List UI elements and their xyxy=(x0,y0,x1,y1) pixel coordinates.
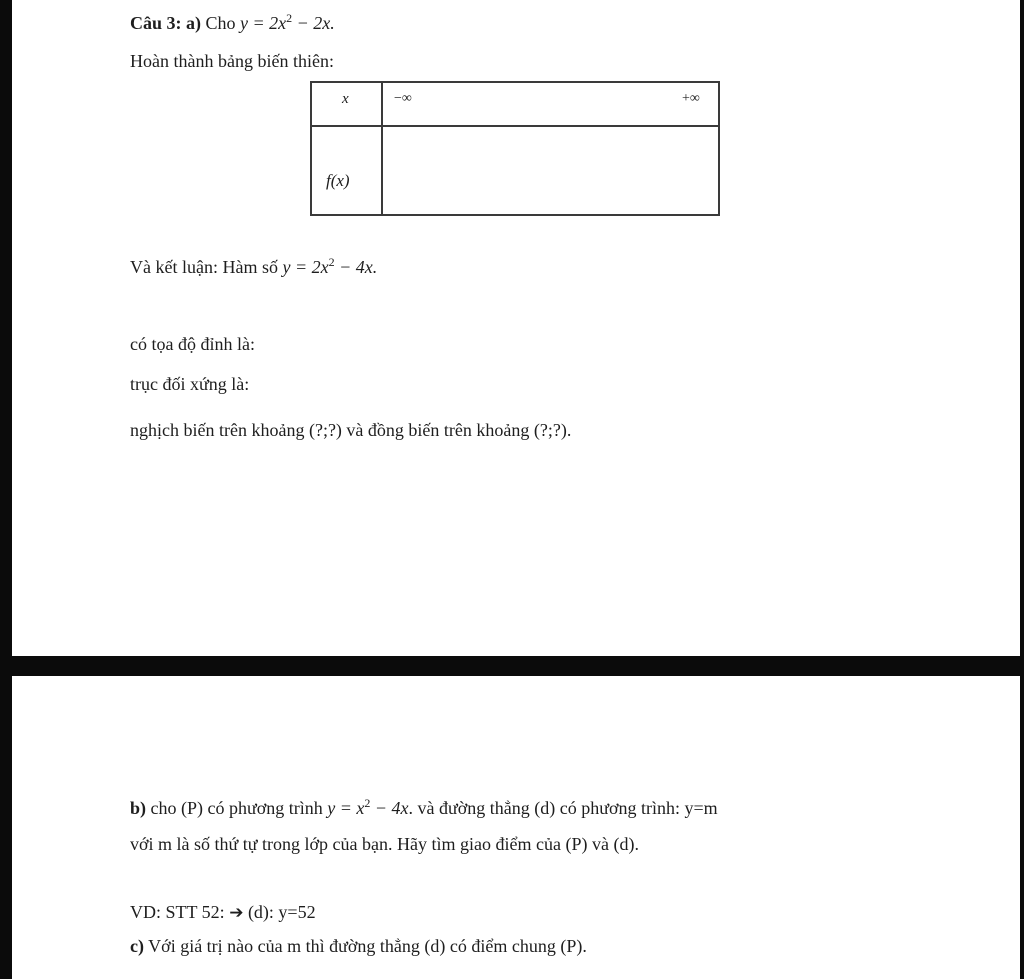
question-b-line2: với m là số thứ tự trong lớp của bạn. Hãy tìm giao điểm của (P) và (d). xyxy=(130,834,639,854)
right-arrow-icon: ➔ xyxy=(229,903,244,923)
question-3a-label: Câu 3: a) xyxy=(130,13,201,33)
question-c-label: c) xyxy=(130,936,144,956)
question-3a-lead: Cho xyxy=(205,13,236,33)
table-f-label: f(x) xyxy=(326,171,350,190)
table-column-divider xyxy=(381,83,383,214)
question-3a-heading xyxy=(130,12,335,34)
function-equation: $y = 2x^2 - 2x$. xyxy=(240,11,335,33)
example-suffix: (d): y=52 xyxy=(247,902,316,922)
worksheet-page-bottom xyxy=(12,676,1020,979)
question-b-line1 xyxy=(130,797,718,819)
example-prefix: VD: STT 52: xyxy=(130,902,225,922)
table-x-label: x xyxy=(342,91,349,107)
table-fx-answer-area[interactable] xyxy=(384,128,718,214)
conclusion-text: Và kết luận: Hàm số xyxy=(130,257,278,277)
question-c-line xyxy=(130,935,587,957)
axis-prompt: trục đối xứng là: xyxy=(130,374,250,394)
variation-table xyxy=(310,81,720,216)
table-instruction: Hoàn thành bảng biến thiên: xyxy=(130,51,334,71)
question-b-text1: cho (P) có phương trình xyxy=(150,798,323,818)
vertex-prompt: có tọa độ đỉnh là: xyxy=(130,334,255,354)
table-row-divider xyxy=(312,125,718,127)
table-pos-infinity: +∞ xyxy=(682,91,700,106)
question-c-text: Với giá trị nào của m thì đường thẳng (d) có điểm chung (P). xyxy=(148,936,587,956)
monotonic-prompt: nghịch biến trên khoảng (?;?) và đồng biến trên khoảng (?;?). xyxy=(130,420,572,440)
conclusion-function: $y = 2x^2 - 4x$. xyxy=(282,255,378,277)
example-line xyxy=(130,901,316,924)
conclusion-line xyxy=(130,256,377,278)
parabola-equation: $y = x^2 - 4x$ xyxy=(327,796,409,818)
table-neg-infinity: −∞ xyxy=(394,91,412,106)
worksheet-page-top xyxy=(12,0,1020,656)
question-b-label: b) xyxy=(130,798,147,818)
question-b-text2: . và đường thẳng (d) có phương trình: y=m xyxy=(408,798,718,818)
